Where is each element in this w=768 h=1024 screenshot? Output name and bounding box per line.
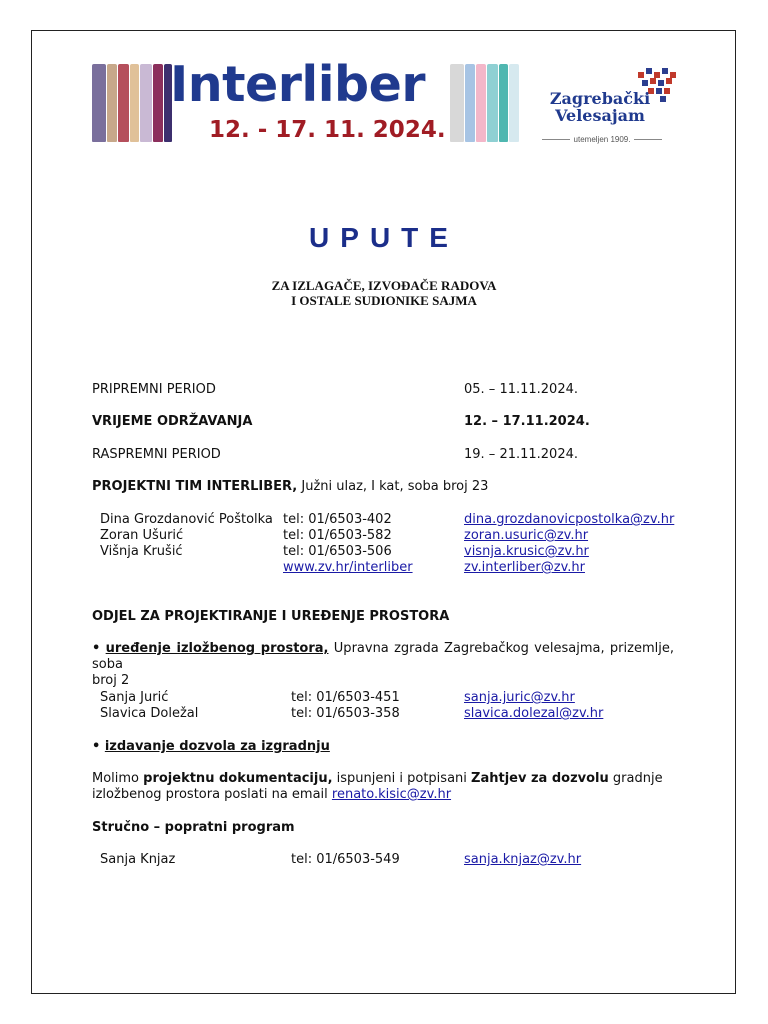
contact-phone: tel: 01/6503-358 (291, 706, 400, 721)
contact-email-link[interactable]: zoran.usuric@zv.hr (464, 528, 589, 543)
books-graphic-right (450, 64, 519, 146)
partner-founded: utemeljen 1909. (536, 135, 668, 144)
department-item1-title: uređenje izložbenog prostora, (105, 641, 329, 656)
department-heading: ODJEL ZA PROJEKTIRANJE I UREĐENJE PROSTORA (92, 609, 450, 624)
department-item1-location: Upravna zgrada Zagrebačkog velesajma, prizemlje, soba (92, 641, 674, 672)
contact-email-link[interactable]: dina.grozdanovicpostolka@zv.hr (464, 512, 675, 527)
bullet-icon: • (92, 641, 101, 656)
period-dates-dismantling: 19. – 21.11.2024. (464, 447, 579, 462)
logo-text: Interliber (170, 56, 426, 113)
contact-name: Dina Grozdanović Poštolka (100, 512, 273, 527)
project-team-location: Južni ulaz, I kat, soba broj 23 (301, 479, 489, 494)
website-link[interactable]: www.zv.hr/interliber (283, 560, 413, 575)
department-item2-title: izdavanje dozvola za izgradnju (104, 739, 330, 754)
period-dates-event: 12. – 17.11.2024. (464, 414, 590, 429)
contact-email-link[interactable]: visnja.krusic@zv.hr (464, 544, 589, 559)
contact-phone: tel: 01/6503-582 (283, 528, 392, 543)
contact-phone: tel: 01/6503-402 (283, 512, 392, 527)
contact-name: Višnja Krušić (100, 544, 183, 559)
contact-email-link[interactable]: sanja.knjaz@zv.hr (464, 852, 582, 867)
contact-email-link[interactable]: slavica.dolezal@zv.hr (464, 706, 604, 721)
bullet-icon: • (92, 739, 101, 754)
contact-name: Sanja Jurić (100, 690, 169, 705)
partner-name: Zagrebački Velesajam (549, 89, 651, 125)
contact-name: Sanja Knjaz (100, 852, 176, 867)
department-item1 (92, 641, 674, 689)
project-team-heading: PROJEKTNI TIM INTERLIBER, (92, 479, 298, 494)
contact-phone: tel: 01/6503-506 (283, 544, 392, 559)
contact-email-link[interactable]: sanja.juric@zv.hr (464, 690, 575, 705)
logo-dates: 12. - 17. 11. 2024. (209, 117, 446, 143)
books-graphic-left (92, 64, 172, 146)
header-banner (92, 56, 678, 150)
period-dates-preparation: 05. – 11.11.2024. (464, 382, 579, 397)
period-label-event: VRIJEME ODRŽAVANJA (92, 414, 253, 429)
program-heading: Stručno – popratni program (92, 820, 295, 835)
contact-phone: tel: 01/6503-549 (291, 852, 400, 867)
department-item2 (92, 739, 330, 754)
page-title: UPUTE (309, 222, 459, 253)
contact-name: Slavica Doležal (100, 706, 199, 721)
period-label-dismantling: RASPREMNI PERIOD (92, 447, 221, 462)
project-team-heading-row (92, 479, 488, 494)
contact-name: Zoran Ušurić (100, 528, 184, 543)
contact-phone: tel: 01/6503-451 (291, 690, 400, 705)
permit-instructions: Molimo projektnu dokumentaciju, ispunjeni i potpisani Zahtjev za dozvolu gradnje izložbenog prostora poslati na email renato.kisic@zv.hr (92, 771, 663, 802)
page-subtitle: ZA IZLAGAČE, IZVOĐAČE RADOVA I OSTALE SUDIONIKE SAJMA (271, 278, 497, 308)
website-email-link[interactable]: zv.interliber@zv.hr (464, 560, 585, 575)
period-label-preparation: PRIPREMNI PERIOD (92, 382, 216, 397)
permit-email-link[interactable]: renato.kisic@zv.hr (331, 787, 452, 802)
department-item1-location-cont: broj 2 (92, 673, 130, 688)
